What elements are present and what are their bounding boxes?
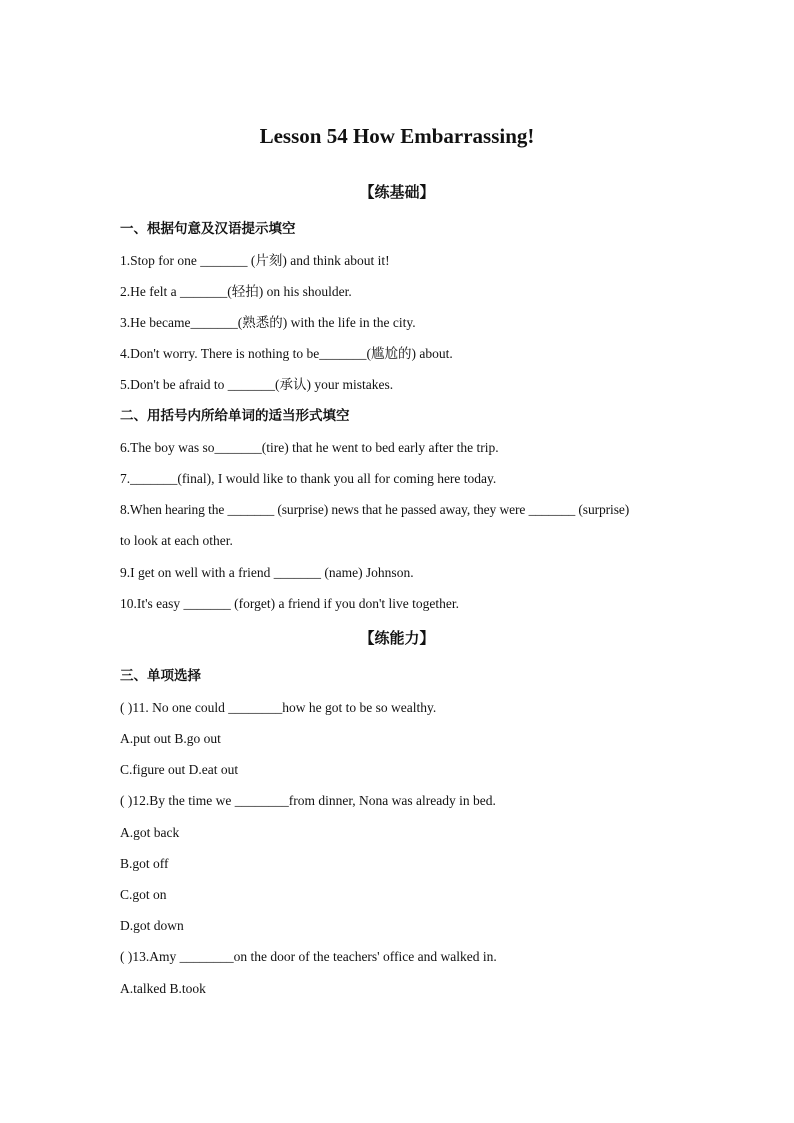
option-12d: D.got down xyxy=(120,918,184,933)
section-heading-basic: 【练基础】 xyxy=(359,185,435,201)
question-line-5: 5.Don't be afraid to _______(承认) your mistakes. xyxy=(120,377,394,392)
question-line-10: 10.It's easy _______ (forget) a friend if you don't live together. xyxy=(120,596,460,611)
option-12c: C.got on xyxy=(120,887,167,902)
question-line-1: 1.Stop for one _______ (片刻) and think about it! xyxy=(120,253,390,268)
question-line-13: ( )13.Amy ________on the door of the teachers' office and walked in. xyxy=(120,949,497,964)
question-line-4: 4.Don't worry. There is nothing to be_______(尴尬的) about. xyxy=(120,346,453,361)
option-12a: A.got back xyxy=(120,825,180,840)
section-heading-ability: 【练能力】 xyxy=(359,631,435,647)
question-line-8: 8.When hearing the _______ (surprise) news that he passed away, they were _______ (surprise) xyxy=(120,502,630,517)
question-line-2: 2.He felt a _______(轻拍) on his shoulder. xyxy=(120,284,352,299)
question-line-8-cont: to look at each other. xyxy=(120,533,233,548)
part-heading-2: 二、用括号内所给单词的适当形式填空 xyxy=(120,408,350,424)
question-line-12: ( )12.By the time we ________from dinner, Nona was already in bed. xyxy=(120,793,496,808)
question-line-7: 7._______(final), I would like to thank you all for coming here today. xyxy=(120,471,497,486)
page-title: Lesson 54 How Embarrassing! xyxy=(259,124,535,148)
question-line-6: 6.The boy was so_______(tire) that he went to bed early after the trip. xyxy=(120,440,499,455)
question-line-9: 9.I get on well with a friend _______ (name) Johnson. xyxy=(120,565,414,580)
options-line-11a: A.put out B.go out xyxy=(120,731,221,746)
options-line-13: A.talked B.took xyxy=(120,981,206,996)
question-line-11: ( )11. No one could ________how he got to be so wealthy. xyxy=(120,700,437,715)
part-heading-1: 一、根据句意及汉语提示填空 xyxy=(120,221,296,237)
question-line-3: 3.He became_______(熟悉的) with the life in the city. xyxy=(120,315,416,330)
part-heading-3: 三、单项选择 xyxy=(120,668,201,684)
options-line-11b: C.figure out D.eat out xyxy=(120,762,239,777)
option-12b: B.got off xyxy=(120,856,169,871)
